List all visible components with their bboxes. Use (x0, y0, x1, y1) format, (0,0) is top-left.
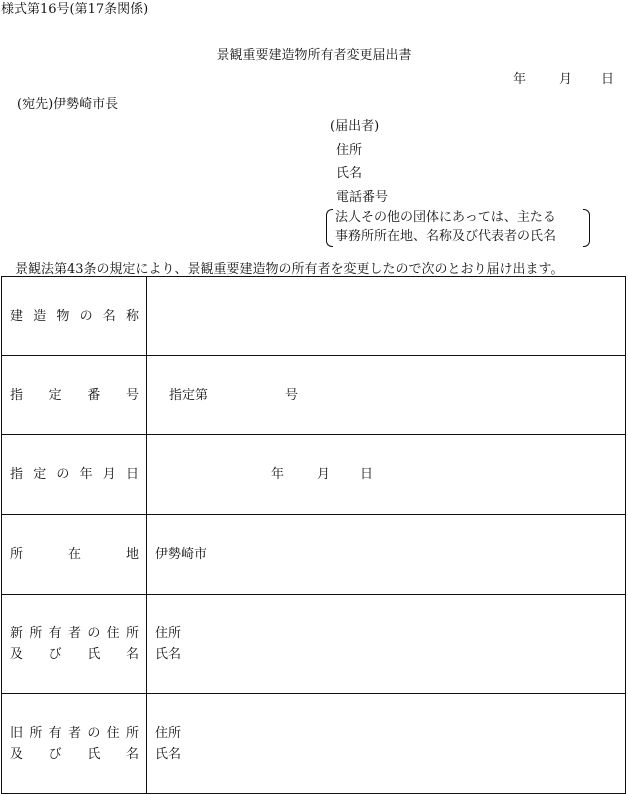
designation-year: 年 (271, 467, 285, 482)
row-new-owner (2, 595, 626, 694)
designation-day: 日 (360, 467, 374, 482)
label-char: 者 (67, 626, 81, 641)
label-char: 名 (125, 746, 139, 762)
label-char: 旧 (10, 725, 24, 741)
label-char: 所 (10, 547, 24, 562)
date-day-label: 日 (601, 72, 615, 87)
label-char: 住 (106, 626, 120, 641)
notifier-heading: (届出者) (330, 119, 380, 134)
left-bracket (326, 209, 333, 247)
row-designation-date (2, 435, 626, 515)
label-location (2, 515, 147, 595)
label-char: 住 (106, 725, 120, 741)
label-char: の (56, 467, 70, 482)
old-owner-name-label: 氏名 (155, 746, 182, 762)
label-char: 及 (10, 746, 24, 762)
label-char: の (79, 308, 93, 324)
label-char: 指 (10, 467, 24, 482)
notifier-phone-label[interactable]: 電話番号 (336, 189, 389, 205)
designation-month: 月 (317, 467, 331, 482)
location-field[interactable]: 伊勢崎市 (147, 515, 626, 595)
label-char: 者 (67, 725, 81, 741)
designation-suffix: 号 (285, 387, 299, 403)
label-char: 造 (33, 308, 47, 324)
label-char: の (87, 725, 101, 741)
statement: 景観法第43条の規定により、景観重要建造物の所有者を変更したので次のとおり届け出ます。 (15, 262, 564, 277)
label-char: 有 (48, 725, 62, 741)
label-new-owner (2, 595, 147, 694)
label-old-owner (2, 694, 147, 794)
row-old-owner (2, 694, 626, 794)
label-char: 番 (87, 387, 101, 403)
form-number: 様式第16号(第17条関係) (1, 2, 149, 17)
label-char: 定 (48, 387, 62, 403)
notifier-address-label[interactable]: 住所 (336, 142, 363, 158)
date-month-label: 月 (559, 72, 573, 87)
label-char: 名 (102, 308, 116, 324)
label-char: 物 (56, 308, 70, 324)
label-char: 月 (102, 467, 116, 482)
notifier-block (330, 115, 388, 209)
label-char: び (48, 647, 62, 662)
label-char: 日 (125, 467, 139, 482)
label-char: 年 (79, 467, 93, 482)
label-char: 称 (125, 308, 139, 324)
label-char: 氏 (87, 647, 101, 662)
document-title: 景観重要建造物所有者変更届出書 (216, 48, 412, 63)
corporate-note (326, 207, 590, 247)
new-owner-name-label: 氏名 (155, 647, 182, 662)
designation-date-field[interactable] (147, 435, 626, 515)
row-designation-number (2, 356, 626, 435)
label-char: 所 (29, 626, 43, 641)
addressee: (宛先)伊勢崎市長 (17, 97, 119, 112)
label-char: び (48, 746, 62, 762)
label-char: の (87, 626, 101, 641)
old-owner-field[interactable] (147, 694, 626, 794)
label-building-name (2, 277, 147, 356)
label-char: 新 (10, 626, 24, 641)
row-building-name (2, 277, 626, 356)
right-bracket (583, 209, 590, 247)
designation-number-field[interactable] (147, 356, 626, 435)
label-char: 所 (125, 626, 139, 641)
label-char: 所 (125, 725, 139, 741)
label-char: 在 (67, 547, 81, 562)
label-char: 名 (125, 647, 139, 662)
row-location (2, 515, 626, 595)
label-char: 号 (125, 387, 139, 403)
label-char: 及 (10, 647, 24, 662)
label-char: 所 (29, 725, 43, 741)
building-name-field[interactable] (147, 277, 626, 356)
label-char: 指 (10, 387, 24, 403)
label-char: 有 (48, 626, 62, 641)
old-owner-address-label: 住所 (155, 725, 182, 741)
label-designation-number (2, 356, 147, 435)
notifier-name-label[interactable]: 氏名 (336, 166, 363, 181)
label-designation-date (2, 435, 147, 515)
label-char: 定 (33, 467, 47, 482)
corporate-note-line2: 事務所所在地、名称及び代表者の氏名 (335, 229, 557, 244)
label-char: 氏 (87, 746, 101, 762)
new-owner-address-label: 住所 (155, 626, 182, 641)
label-char: 地 (125, 547, 139, 562)
new-owner-field[interactable] (147, 595, 626, 694)
designation-prefix: 指定第 (169, 387, 209, 403)
corporate-note-line1: 法人その他の団体にあっては、主たる (335, 210, 556, 225)
form-table (1, 276, 626, 794)
label-char: 建 (10, 308, 24, 324)
date-year-label: 年 (513, 72, 527, 87)
submission-date[interactable] (513, 68, 614, 87)
